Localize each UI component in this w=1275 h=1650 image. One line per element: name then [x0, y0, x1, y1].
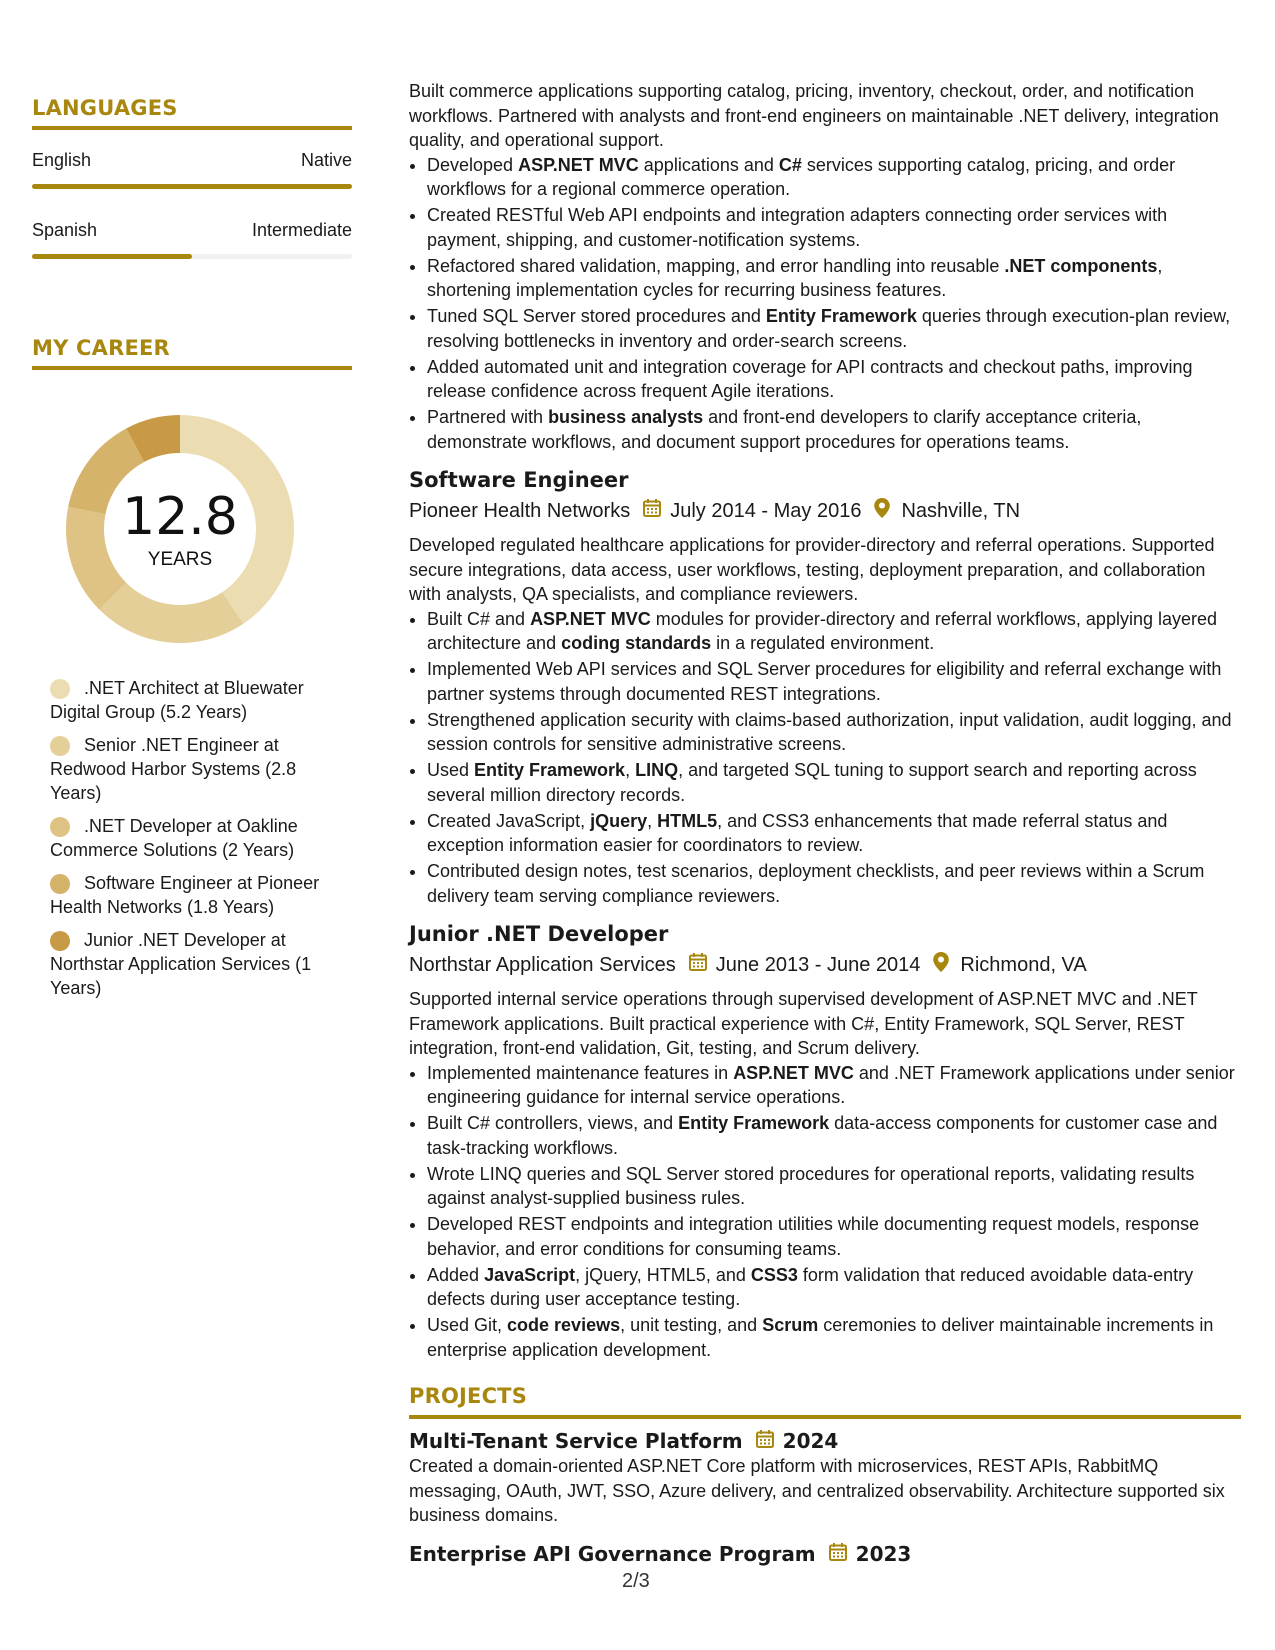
bullet-text: , unit testing, and — [620, 1315, 763, 1335]
bullet-keyword: JavaScript — [484, 1264, 576, 1285]
job-bullet — [427, 607, 1241, 656]
bullet-keyword: Entity Framework — [474, 760, 626, 780]
bullet-keyword: Entity Framework — [765, 306, 917, 326]
job-bullet — [427, 304, 1241, 353]
bullet-keyword: C# — [778, 154, 802, 175]
job-bullet — [427, 657, 1241, 706]
bullet-text: and .NET Framework applications under senior engineering guidance for internal service operations. — [427, 1062, 1235, 1107]
bullet-keyword: business analysts — [548, 407, 704, 427]
job-bullet — [427, 405, 1241, 454]
company-name: Northstar Application Services — [409, 953, 676, 976]
project-year: 2023 — [855, 1542, 912, 1566]
map-pin-icon — [932, 951, 950, 980]
legend-label: Software Engineer at Pioneer Health Networks (1.8 Years) — [50, 873, 320, 917]
career-section-header — [32, 336, 352, 370]
bullet-text: Refactored shared validation, mapping, and error handling into reusable — [427, 255, 1005, 276]
career-legend — [50, 676, 340, 1009]
job-title: Software Engineer — [409, 468, 629, 492]
job-summary: Built commerce applications supporting catalog, pricing, inventory, checkout, order, and notification workflows. Partnered with analysts and front-end engineers on maintainable .NET delivery, integration quality, and operational support. — [409, 81, 1219, 150]
section-title-projects: PROJECTS — [409, 1384, 528, 1408]
job-location: Nashville, TN — [901, 499, 1021, 522]
bullet-text: Contributed design notes, test scenarios, deployment checklists, and peer reviews within a Scrum delivery team serving compliance reviewers. — [427, 861, 1205, 906]
language-level-fill — [32, 254, 192, 259]
job-bullet — [427, 708, 1241, 757]
project-title — [409, 1429, 1241, 1455]
calendar-icon — [688, 952, 708, 979]
bullet-text: Partnered with — [427, 407, 549, 427]
section-rule — [32, 366, 352, 370]
bullet-text: Added automated unit and integration coverage for API contracts and checkout paths, improving release confidence across frequent Agile iterations. — [427, 356, 1193, 401]
bullet-keyword: code reviews — [507, 1315, 621, 1335]
bullet-keyword: ASP.NET MVC — [518, 154, 639, 175]
map-pin-icon — [873, 497, 891, 526]
career-legend-item — [50, 676, 340, 724]
bullet-keyword: coding standards — [561, 633, 712, 653]
legend-swatch — [50, 874, 70, 894]
bullet-keyword: CSS3 — [750, 1264, 798, 1285]
bullet-text: Strengthened application security with claims-based authorization, input validation, audit logging, and session controls for sensitive administrative screens. — [427, 709, 1232, 754]
bullet-text: Tuned SQL Server stored procedures and — [427, 306, 766, 326]
company-name: Pioneer Health Networks — [409, 499, 631, 522]
job-bullet — [427, 758, 1241, 807]
bullet-keyword: Entity Framework — [678, 1113, 830, 1133]
project-title — [409, 1542, 1241, 1568]
career-legend-item — [50, 733, 340, 805]
bullet-text: Used Git, — [427, 1315, 508, 1335]
job-bullet — [427, 859, 1241, 908]
bullet-text: , and targeted SQL tuning to support search and reporting across several million directory records. — [427, 760, 1197, 805]
job-summary: Supported internal service operations through supervised development of ASP.NET MVC and .NET Framework applications. Built practical experience with C#, Entity Framework, SQL Server, REST integration, front-end validation, Git, testing, and Scrum delivery. — [409, 989, 1198, 1058]
legend-swatch — [50, 736, 70, 756]
language-level-bar — [32, 184, 352, 189]
bullet-text: Wrote LINQ queries and SQL Server stored procedures for operational reports, validating results against analyst-supplied business rules. — [427, 1163, 1195, 1208]
bullet-text: in a regulated environment. — [711, 633, 935, 653]
job-location: Richmond, VA — [960, 953, 1087, 976]
bullet-keyword: Scrum — [762, 1315, 819, 1335]
career-legend-item — [50, 928, 340, 1000]
job-summary: Developed regulated healthcare applications for provider-directory and referral operations. Supported secure integrations, data access, user workflows, testing, deployment preparation, and collaboration with analysts, QA specialists, and compliance reviewers. — [409, 535, 1215, 604]
job-bullet — [427, 355, 1241, 404]
bullet-text: modules for provider-directory and referral workflows, applying layered architecture and — [427, 608, 1218, 653]
legend-label: Junior .NET Developer at Northstar Application Services (1 Years) — [50, 930, 312, 998]
bullet-text: , — [647, 810, 658, 831]
language-level-bar — [32, 254, 352, 259]
language-name: Spanish — [32, 220, 98, 240]
job-bullet — [427, 809, 1241, 858]
language-level-fill — [32, 184, 352, 189]
bullet-text: Created JavaScript, — [427, 810, 591, 831]
job-bullet — [427, 153, 1241, 202]
bullet-text: , — [625, 760, 636, 780]
bullet-text: form validation that reduced avoidable data-entry defects during user acceptance testing. — [427, 1264, 1194, 1309]
career-donut-chart — [66, 415, 294, 643]
bullet-text: Developed — [427, 154, 519, 175]
bullet-keyword: ASP.NET MVC — [530, 608, 651, 629]
languages-section-header — [32, 96, 352, 130]
bullet-text: , jQuery, HTML5, and — [575, 1264, 751, 1285]
language-level: Native — [300, 150, 352, 170]
career-legend-item — [50, 871, 340, 919]
job-bullets — [409, 1061, 1241, 1363]
bullet-keyword: .NET components — [1004, 255, 1158, 276]
career-total-years: 12.8 — [122, 487, 238, 547]
bullet-text: applications and — [638, 154, 779, 175]
language-level: Intermediate — [251, 220, 352, 240]
legend-label: .NET Architect at Bluewater Digital Group (5.2 Years) — [50, 678, 304, 722]
bullet-text: , shortening implementation cycles for recurring business features. — [427, 255, 1163, 300]
project-name: Enterprise API Governance Program — [409, 1542, 816, 1566]
projects-section-header — [409, 1384, 1241, 1419]
bullet-text: Added — [427, 1264, 485, 1285]
job-bullet — [427, 1212, 1241, 1261]
job-bullet — [427, 254, 1241, 303]
legend-swatch — [50, 817, 70, 837]
right-column — [409, 79, 1241, 1567]
project-name: Multi-Tenant Service Platform — [409, 1429, 743, 1453]
job-bullet — [427, 1313, 1241, 1362]
job-title: Junior .NET Developer — [409, 922, 669, 946]
bullet-keyword: HTML5 — [657, 810, 718, 831]
job-bullet — [427, 1061, 1241, 1110]
job-bullet — [427, 1111, 1241, 1160]
section-rule — [409, 1415, 1241, 1419]
bullet-text: data-access components for customer case and task-tracking workflows. — [427, 1113, 1218, 1158]
legend-swatch — [50, 679, 70, 699]
bullet-text: Built C# controllers, views, and — [427, 1113, 679, 1133]
section-rule — [32, 126, 352, 130]
bullet-text: and front-end developers to clarify acceptance criteria, demonstrate workflows, and document support procedures for operations teams. — [427, 407, 1142, 452]
bullet-text: services supporting catalog, pricing, and order workflows for a regional commerce operation. — [427, 154, 1176, 199]
project-year: 2024 — [782, 1429, 839, 1453]
page-number: 2/3 — [622, 1570, 650, 1592]
career-legend-item — [50, 814, 340, 862]
legend-label: .NET Developer at Oakline Commerce Solutions (2 Years) — [50, 816, 298, 860]
legend-label: Senior .NET Engineer at Redwood Harbor Systems (2.8 Years) — [50, 735, 297, 803]
calendar-icon — [755, 1429, 775, 1455]
bullet-text: Implemented Web API services and SQL Server procedures for eligibility and referral exchange with partner systems through documented REST integrations. — [427, 659, 1222, 704]
job-bullets — [409, 607, 1241, 909]
bullet-keyword: ASP.NET MVC — [733, 1062, 854, 1083]
job-bullet — [427, 203, 1241, 252]
job-meta — [409, 951, 1241, 980]
career-total-unit: YEARS — [147, 549, 213, 570]
bullet-text: Built C# and — [427, 608, 531, 629]
bullet-text: Used — [427, 760, 475, 780]
donut-segment — [99, 583, 243, 643]
bullet-text: , and CSS3 enhancements that made referral status and exception information easier for coordinators to review. — [427, 810, 1168, 855]
project-description: Created a domain-oriented ASP.NET Core platform with microservices, REST APIs, RabbitMQ messaging, OAuth, JWT, SSO, Azure delivery, and centralized observability. Architecture supported six business domains. — [409, 1456, 1225, 1525]
job-bullets — [409, 153, 1241, 455]
bullet-text: ceremonies to deliver maintainable increments in enterprise application development. — [427, 1315, 1214, 1360]
legend-swatch — [50, 931, 70, 951]
bullet-keyword: jQuery — [590, 810, 648, 831]
job-dates: June 2013 - June 2014 — [715, 953, 921, 976]
job-bullet — [427, 1263, 1241, 1312]
section-title-languages: LANGUAGES — [32, 96, 178, 120]
bullet-text: Created RESTful Web API endpoints and integration adapters connecting order services with payment, shipping, and customer-notification systems. — [427, 205, 1168, 250]
job-bullet — [427, 1162, 1241, 1211]
language-name: English — [32, 150, 92, 170]
bullet-keyword: LINQ — [635, 760, 679, 780]
calendar-icon — [828, 1542, 848, 1568]
bullet-text: Implemented maintenance features in — [427, 1062, 734, 1083]
bullet-text: queries through execution-plan review, resolving bottlenecks in inventory and order-search screens. — [427, 306, 1231, 351]
bullet-text: Developed REST endpoints and integration utilities while documenting request models, response behavior, and error conditions for consuming teams. — [427, 1214, 1200, 1259]
job-dates: July 2014 - May 2016 — [670, 499, 862, 522]
section-title-career: MY CAREER — [32, 336, 170, 360]
calendar-icon — [642, 498, 662, 525]
job-meta — [409, 497, 1241, 526]
